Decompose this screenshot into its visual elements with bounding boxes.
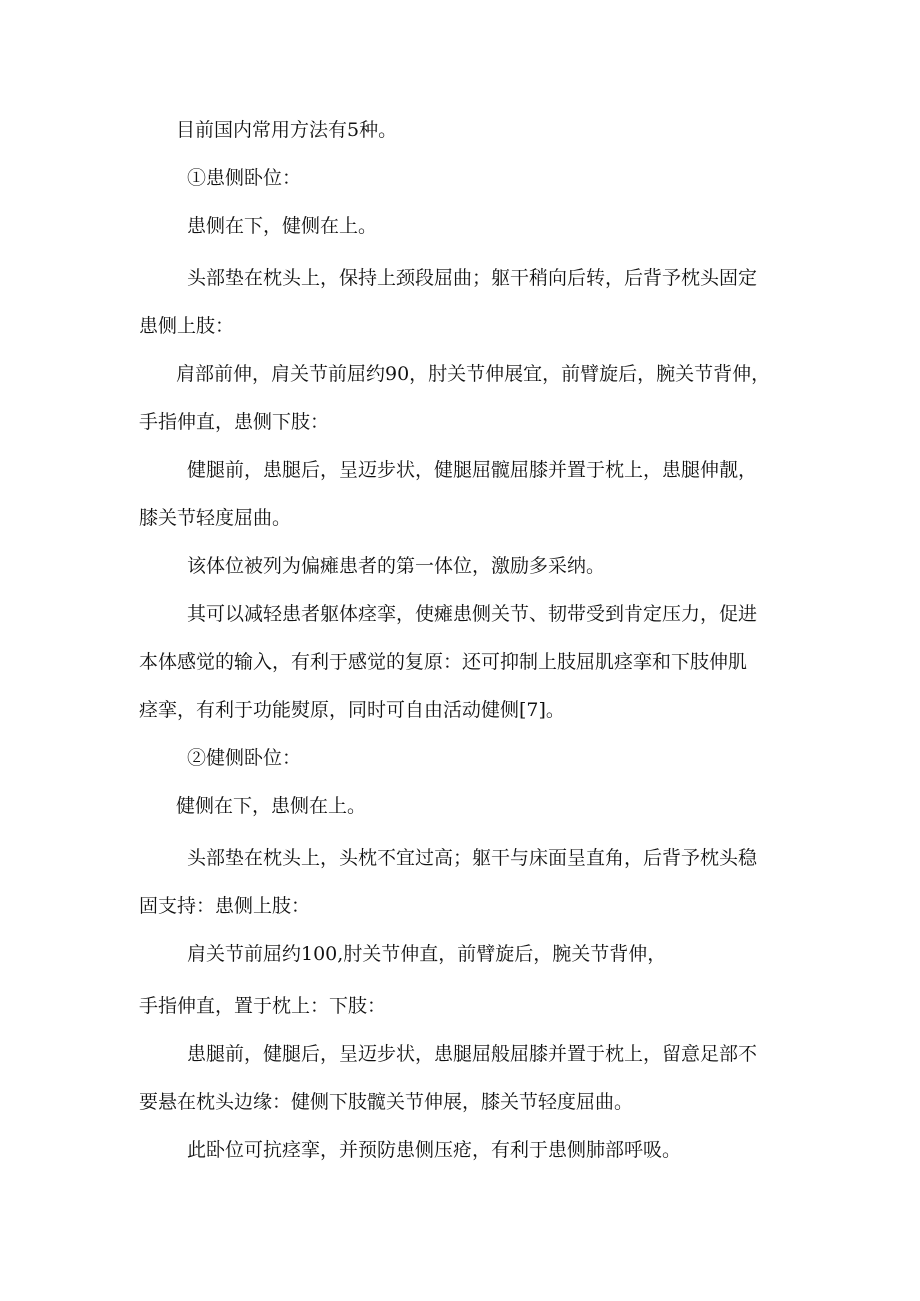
section-heading-affected-side: ①患侧卧位： bbox=[187, 167, 302, 189]
text-line: 患侧在下，健侧在上。 bbox=[187, 215, 378, 237]
text-line: 健腿前，患腿后，呈迈步状，健腿屈髋屈膝并置于枕上，患腿伸靓， bbox=[187, 459, 758, 481]
text-line: 该体位被列为偏瘫患者的第一体位，激励多采纳。 bbox=[187, 555, 606, 577]
text-line: 要悬在枕头边缘：健侧下肢髋关节伸展，膝关节轻度屈曲。 bbox=[139, 1091, 634, 1113]
text-line: 此卧位可抗痉挛，并预防患侧压疮，有利于患侧肺部呼吸。 bbox=[187, 1139, 682, 1161]
text-line: 其可以减轻患者躯体痉挛，使瘫患侧关节、韧带受到肯定压力，促进 bbox=[187, 603, 758, 625]
text-line: 膝关节轻度屈曲。 bbox=[139, 507, 292, 529]
text-line: 痉挛，有利于功能熨原，同时可自由活动健侧[7]。 bbox=[139, 699, 565, 721]
text-line: 本体感觉的输入，有利于感觉的复原：还可抑制上肢屈肌痉挛和下肢伸肌 bbox=[139, 651, 748, 673]
text-line: 目前国内常用方法有5种。 bbox=[176, 119, 398, 141]
text-line: 手指伸直，患侧下肢： bbox=[139, 411, 330, 433]
text-line: 患腿前，健腿后，呈迈步状，患腿屈般屈膝并置于枕上，留意足部不 bbox=[187, 1043, 758, 1065]
text-line: 肩关节前屈约100,肘关节伸直，前臂旋后，腕关节背伸， bbox=[187, 943, 667, 965]
text-line: 肩部前伸，肩关节前屈约90，肘关节伸展宜，前臂旋后，腕关节背伸， bbox=[176, 363, 771, 385]
text-line: 手指伸直，置于枕上：下肢： bbox=[139, 995, 387, 1017]
section-heading-healthy-side: ②健侧卧位： bbox=[187, 747, 302, 769]
text-line: 固支持：患侧上肢： bbox=[139, 895, 311, 917]
text-line: 患侧上肢： bbox=[139, 315, 235, 337]
text-line: 头部垫在枕头上，保持上颈段屈曲；躯干稍向后转，后背予枕头固定 bbox=[187, 267, 758, 289]
text-line: 健侧在下，患侧在上。 bbox=[176, 795, 367, 817]
text-line: 头部垫在枕头上，头枕不宜过高；躯干与床面呈直角，后背予枕头稳 bbox=[187, 847, 758, 869]
